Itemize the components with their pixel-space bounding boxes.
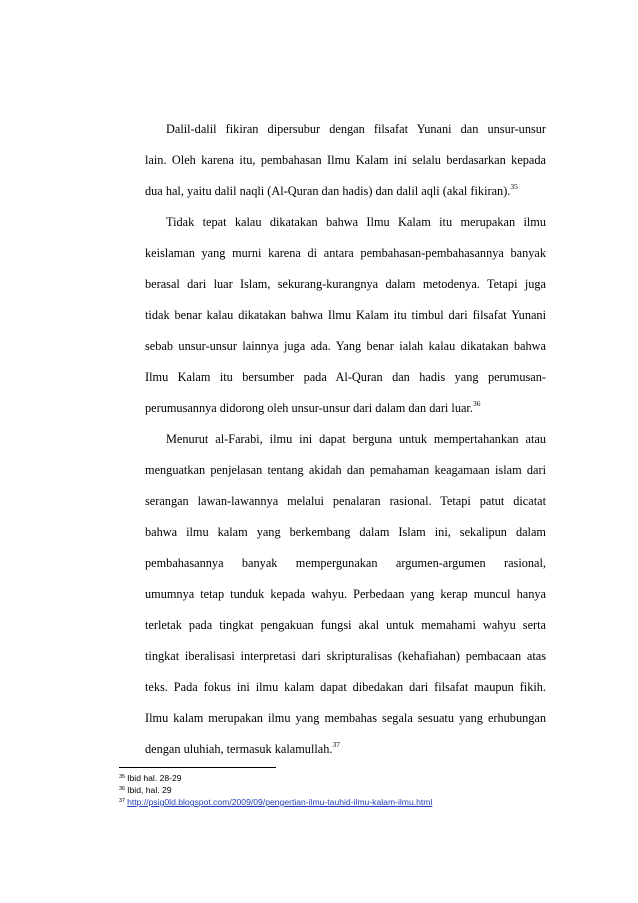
footnote-36 [119,785,172,796]
paragraph-2-line-1: Tidak tepat kalau dikatakan bahwa Ilmu Kalam itu merupakan ilmu [166,215,546,229]
paragraph-3-line-4: bahwa ilmu kalam yang berkembang dalam Islam ini, sekalipun dalam [145,525,546,539]
footnote-35-text: Ibid hal. 28-29 [127,773,182,783]
paragraph-3-line-9: teks. Pada fokus ini ilmu kalam dapat dibedakan dari filsafat maupun fikih. [145,680,546,694]
paragraph-1-line-1: Dalil-dalil fikiran dipersubur dengan filsafat Yunani dan unsur-unsur [166,122,546,136]
paragraph-2-line-4: tidak benar kalau dikatakan bahwa Ilmu Kalam itu timbul dari filsafat Yunani [145,308,546,322]
paragraph-3-line-6: umumnya tetap tunduk kepada wahyu. Perbedaan yang kerap muncul hanya [145,587,546,601]
footnote-36-text: Ibid, hal. 29 [127,785,172,795]
paragraph-2-line-2: keislaman yang murni karena di antara pembahasan-pembahasannya banyak [145,246,546,260]
paragraph-3-line-11-text: dengan uluhiah, termasuk kalamullah. [145,742,333,756]
paragraph-2-line-7 [145,400,546,416]
footnote-35-number: 35 [119,774,126,780]
footnote-37-number: 37 [119,798,126,804]
paragraph-2-line-7-text: perumusannya didorong oleh unsur-unsur dari dalam dan dari luar. [145,401,473,415]
paragraph-1-line-3 [145,183,546,199]
footnote-35 [119,773,182,784]
paragraph-3-line-8: tingkat iberalisasi interpretasi dari skripturalisas (kehafiahan) pembacaan atas [145,649,546,663]
footnote-ref-36: 36 [472,399,481,408]
paragraph-3-line-10: Ilmu kalam merupakan ilmu yang membahas segala sesuatu yang erhubungan [145,711,546,725]
footnote-37 [119,797,432,808]
paragraph-3-line-1: Menurut al-Farabi, ilmu ini dapat berguna untuk mempertahankan atau [166,432,546,446]
paragraph-2-line-6: Ilmu Kalam itu bersumber pada Al-Quran dan hadis yang perumusan- [145,370,546,384]
paragraph-2-line-3: berasal dari luar Islam, sekurang-kurangnya dalam metodenya. Tetapi juga [145,277,546,291]
footnote-separator [119,767,276,768]
paragraph-1-line-2: lain. Oleh karena itu, pembahasan Ilmu Kalam ini selalu berdasarkan kepada [145,153,546,167]
footnote-ref-37: 37 [332,740,340,749]
paragraph-3-line-7: terletak pada tingkat pengakuan fungsi akal untuk memahami wahyu serta [145,618,546,632]
paragraph-3-line-5: pembahasannya banyak mempergunakan argumen-argumen rasional, [145,556,546,570]
paragraph-2-line-5: sebab unsur-unsur lainnya juga ada. Yang benar ialah kalau dikatakan bahwa [145,339,546,353]
footnote-36-number: 36 [119,786,126,792]
paragraph-3-line-11 [145,741,546,757]
paragraph-3-line-2: menguatkan penjelasan tentang akidah dan pemahaman keagamaan islam dari [145,463,546,477]
footnote-ref-35: 35 [510,182,518,191]
paragraph-3-line-3: serangan lawan-lawannya melalui penalaran rasional. Tetapi patut dicatat [145,494,546,508]
paragraph-1-line-3-text: dua hal, yaitu dalil naqli (Al-Quran dan hadis) dan dalil aqli (akal fikiran). [145,184,511,198]
footnote-37-link[interactable]: http://psig0ld.blogspot.com/2009/09/pengertian-ilmu-tauhid-ilmu-kalam-ilmu.html [127,797,433,807]
